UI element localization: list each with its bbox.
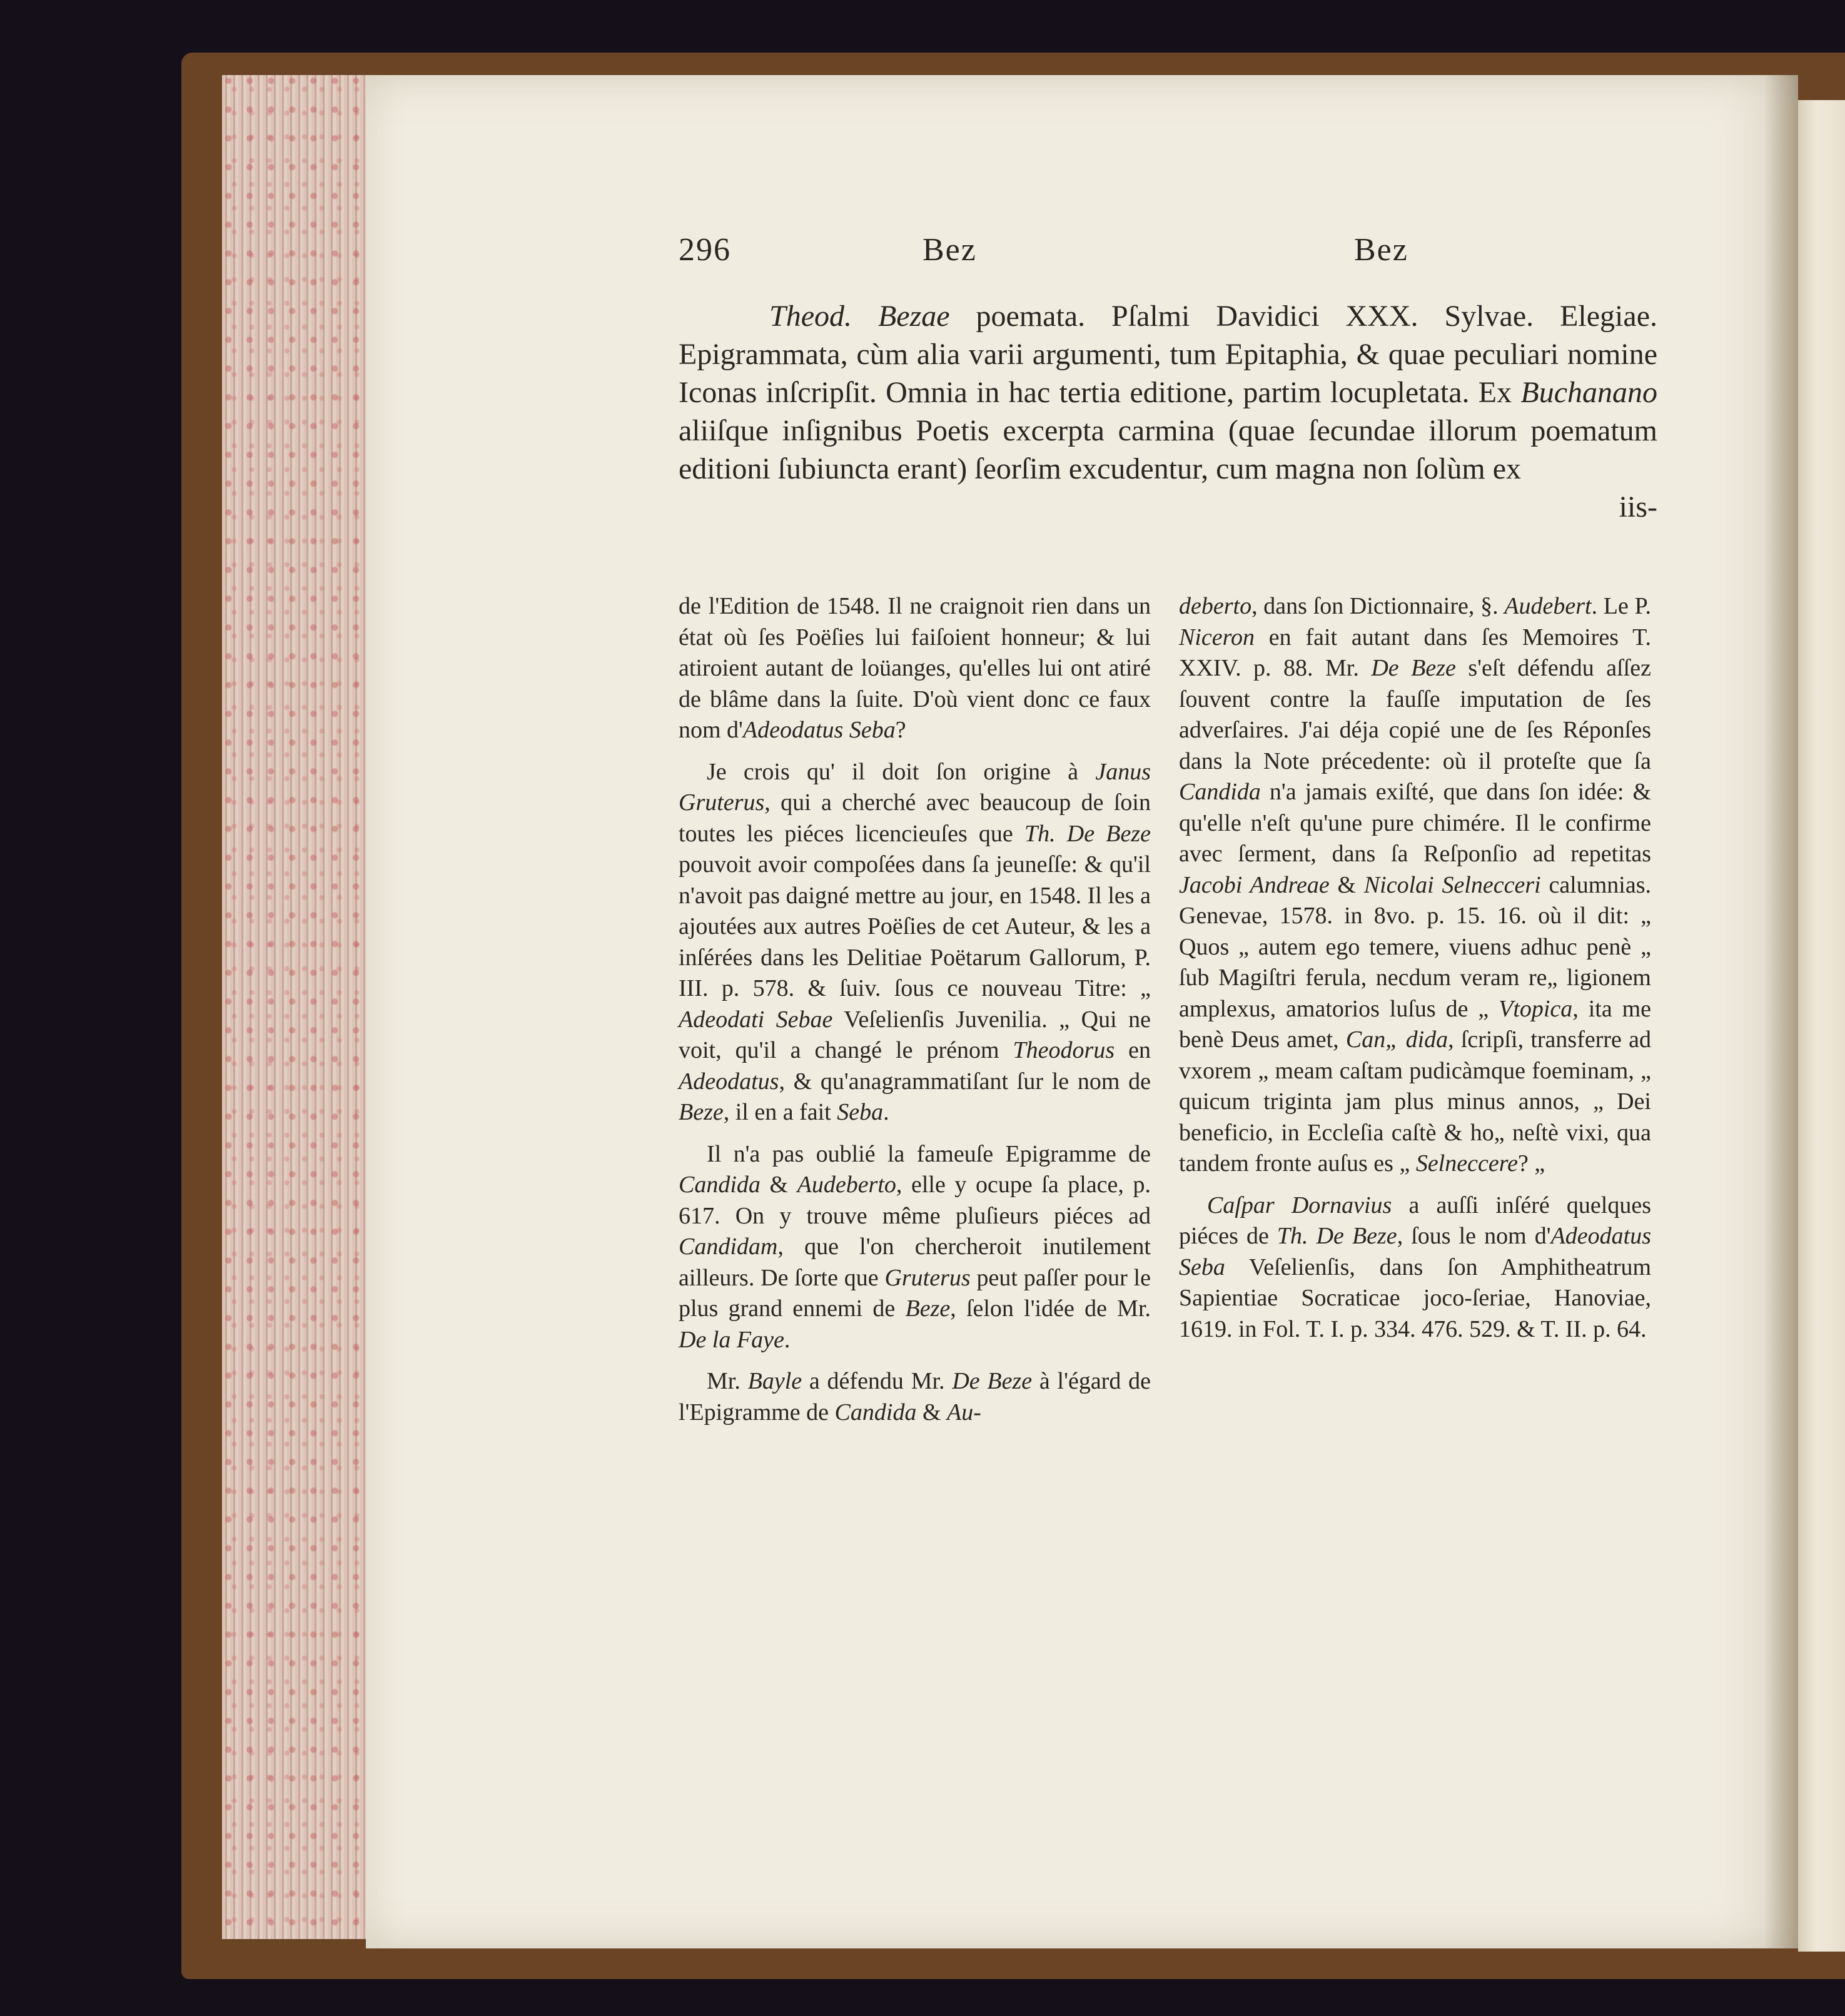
left-paragraph-2: Je crois qu' il doit ſon origine à Janus Gruterus, qui a cherché avec beaucoup de ſoin toutes les piéces licencieuſes que Th. De Beze pouvoit avoir compoſées dans ſa jeuneſſe: & qu'il n'avoit pas daigné mettre au jour, en 1548. Il les a ajoutées aux autres Poëſies de cet Auteur, & les a inſérées dans les Delitiae Poëtarum Gallorum, P. III. p. 578. & ſuiv. ſous ce nouveau Titre: „ Adeodati Sebae Veſelienſis Juvenilia. „ Qui ne voit, qu'il a changé le prénom Theodorus en Adeodatus, & qu'anagrammatiſant ſur le nom de Beze, il en a fait Seba. [679,758,1151,1125]
page-gutter [1764,75,1798,1948]
right-paragraph-1: deberto, dans ſon Dictionnaire, §. Audebert. Le P. Niceron en fait autant dans ſes Memoires T. XXIV. p. 88. Mr. De Beze s'eſt défendu aſſez ſouvent contre la fauſſe imputation de ſes adverſaires. J'ai déja copié une de ſes Réponſes dans la Note précedente: où il proteſte que ſa Candida n'a jamais exiſté, que dans ſon idée: & qu'elle n'eſt qu'une pure chimére. Il le confirme avec ſerment, dans ſa Reſponſio ad repetitas Jacobi Andreae & Nicolai Selnecceri calumnias. Genevae, 1578. in 8vo. p. 15. 16. où il dit: „ Quos „ autem ego temere, viuens adhuc penè „ ſub Magiſtri ferula, necdum veram re„ ligionem amplexus, amatorios luſus de „ Vtopica, ita me benè Deus amet, Can„ dida, ſcripſi, transferre ad vxorem „ meam caſtam pudicàmque foeminam, „ quicum triginta jam plus minus annos, „ Dei beneficio, in Eccleſia caſtè & ho„ neſtè vixi, qua tandem fronte auſus es „ Selneccere? „ [1179,593,1652,1177]
right-column [1179,591,1651,1355]
right-paragraph-2: Caſpar Dornavius a auſſi inſéré quelques piéces de Th. De Beze, ſous le nom d'Adeodatus Seba Veſelienſis, dans ſon Amphitheatrum Sapientiae Socraticae joco-ſeriae, Hanoviae, 1619. in Fol. T. I. p. 334. 476. 529. & T. II. p. 64. [1179,1192,1651,1342]
author-name: Theod. Bezae [769,300,950,333]
page-number: 296 [679,232,731,268]
running-head [679,231,1657,288]
left-column [679,591,1151,1439]
title-entry [679,297,1657,526]
left-paragraph-4: Mr. Bayle a défendu Mr. De Beze à l'égard de l'Epigramme de Candida & Au- [679,1368,1151,1426]
running-head-center: Bez [922,232,977,268]
title-entry-text: Theod. Bezae poemata. Pſalmi Davidici XXX. Sylvae. Elegiae. Epigrammata, cùm alia varii argumenti, tum Epitaphia, & quae peculiari nomine Iconas inſcripſit. Omnia in hac tertia editione, partim locupletata. Ex Buchanano aliiſque inſignibus Poetis excerpta carmina (quae ſecundae illorum poematum editioni ſubiuncta erant) ſeorſim excudentur, cum magna non ſolùm ex [679,300,1658,485]
page-edge-speckle [222,75,366,1939]
catchword: iis- [1619,490,1657,524]
left-paragraph-1: de l'Edition de 1548. Il ne craignoit rien dans un état où ſes Poëſies lui faiſoient honneur; & lui atiroient autant de loüanges, qu'elles lui ont atiré de blâme dans la ſuite. D'où vient donc ce faux nom d'Adeodatus Seba? [679,593,1151,743]
facing-page-edge [1798,100,1845,1952]
poet-name: Buchanano [1520,376,1657,409]
running-head-right: Bez [1354,232,1408,268]
left-paragraph-3: Il n'a pas oublié la fameuſe Epigramme de Candida & Audeberto, elle y ocupe ſa place, p. 617. On y trouve même pluſieurs piéces ad Candidam, que l'on chercheroit inutilement ailleurs. De ſorte que Gruterus peut paſſer pour le plus grand ennemi de Beze, ſelon l'idée de Mr. De la Faye. [679,1140,1151,1353]
